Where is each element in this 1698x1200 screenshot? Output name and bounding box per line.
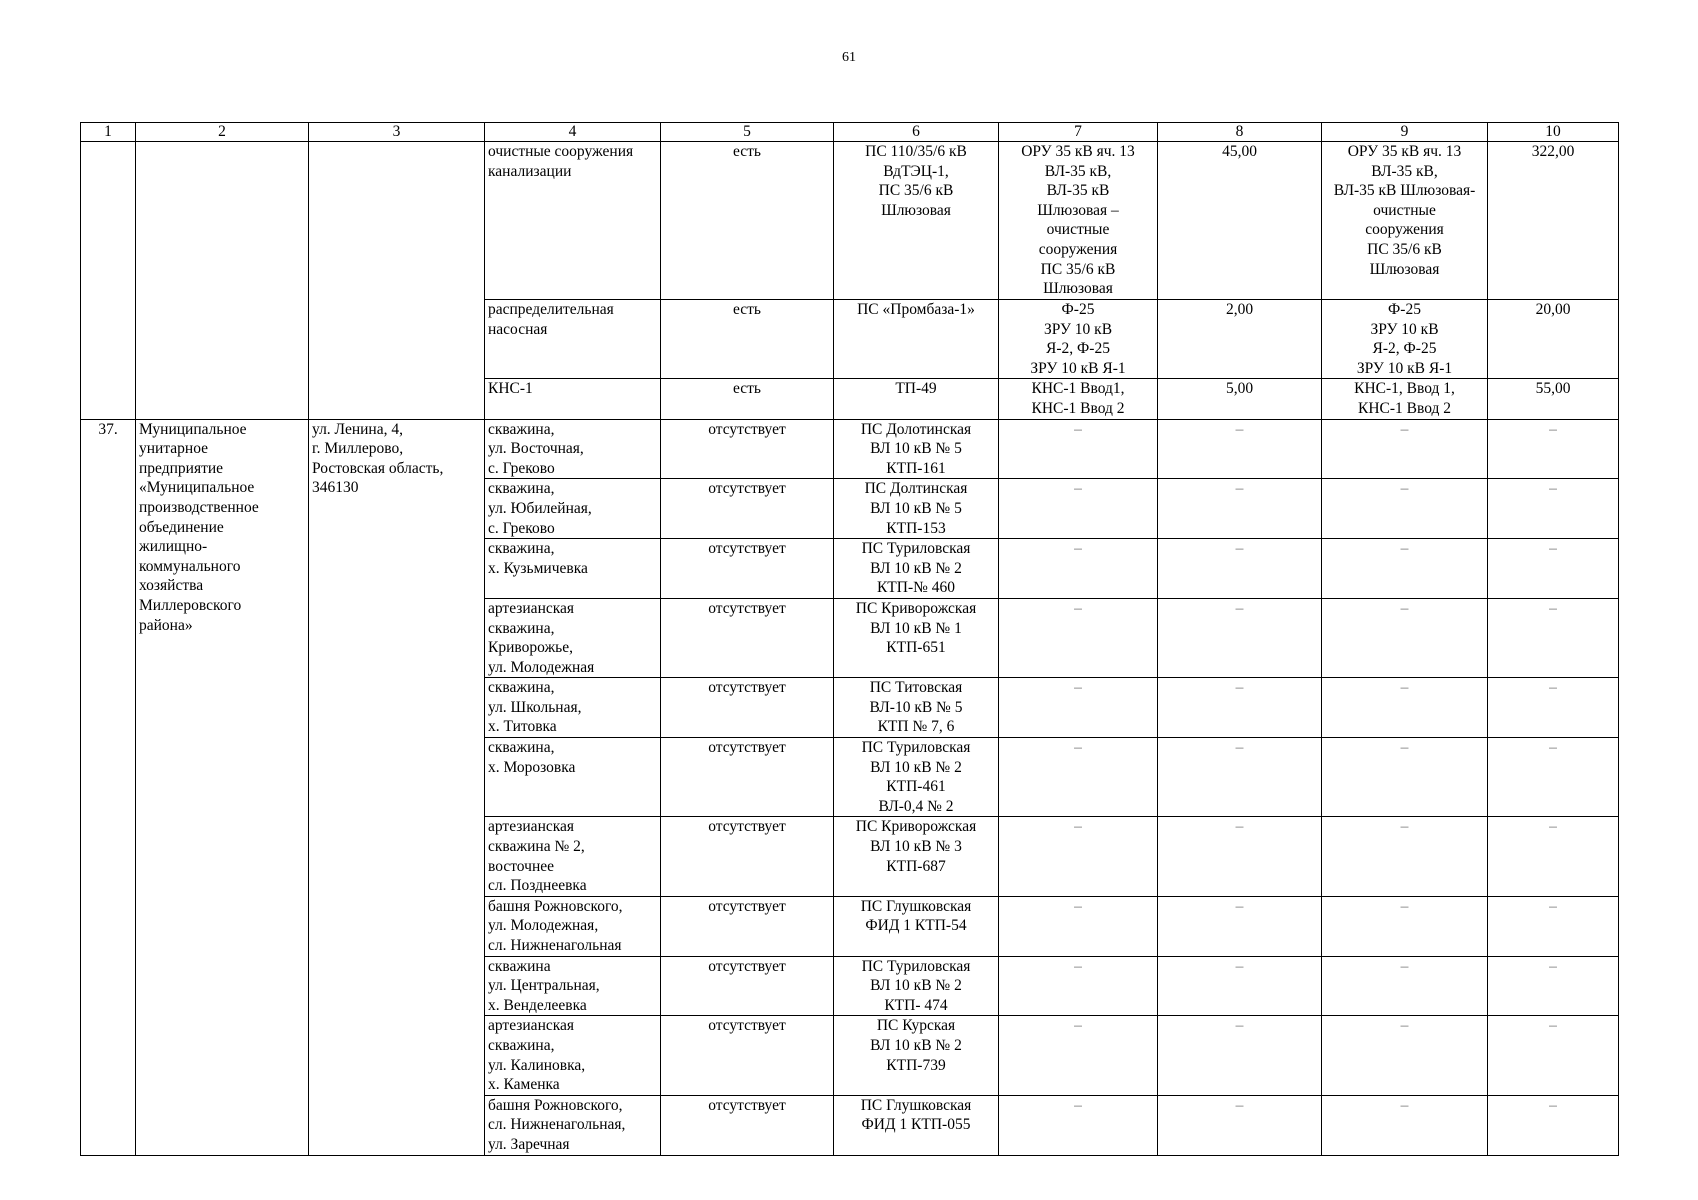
cell-c10: 20,00 [1488, 300, 1619, 379]
cell-c8: 5,00 [1158, 379, 1322, 419]
cell-number [81, 142, 136, 420]
cell-c9: – [1322, 678, 1488, 738]
entry-organization: Муниципальное унитарное предприятие «Муниципальное производственное объединение жилищно- коммунального хозяйства Миллеровского района» [136, 419, 309, 1155]
header-cell: 7 [999, 123, 1158, 142]
cell-c6: ПС 110/35/6 кВ ВдТЭЦ-1, ПС 35/6 кВ Шлюзовая [834, 142, 999, 300]
cell-c5: есть [661, 300, 834, 379]
cell-c8: – [1158, 817, 1322, 896]
cell-organization [136, 142, 309, 420]
cell-c9: – [1322, 1095, 1488, 1155]
cell-c10: – [1488, 738, 1619, 817]
cell-c8: – [1158, 956, 1322, 1016]
cell-c6: ПС Туриловская ВЛ 10 кВ № 2 КТП-461 ВЛ-0,4 № 2 [834, 738, 999, 817]
cell-c10: – [1488, 1095, 1619, 1155]
cell-c7: – [999, 738, 1158, 817]
cell-c5: отсутствует [661, 539, 834, 599]
cell-c5: отсутствует [661, 956, 834, 1016]
header-cell: 5 [661, 123, 834, 142]
header-cell: 6 [834, 123, 999, 142]
cell-c10: – [1488, 598, 1619, 677]
cell-c8: – [1158, 738, 1322, 817]
cell-c9: – [1322, 479, 1488, 539]
cell-c10: – [1488, 956, 1619, 1016]
cell-c5: отсутствует [661, 678, 834, 738]
cell-c7: – [999, 956, 1158, 1016]
cell-c7: – [999, 678, 1158, 738]
header-cell: 9 [1322, 123, 1488, 142]
cell-c9: КНС-1, Ввод 1, КНС-1 Ввод 2 [1322, 379, 1488, 419]
table-row [81, 142, 1619, 300]
cell-c9: – [1322, 1016, 1488, 1095]
cell-c4: скважина ул. Центральная, х. Венделеевка [485, 956, 661, 1016]
cell-c6: ПС Долтинская ВЛ 10 кВ № 5 КТП-153 [834, 479, 999, 539]
cell-c9: ОРУ 35 кВ яч. 13 ВЛ-35 кВ, ВЛ-35 кВ Шлюзовая- очистные сооружения ПС 35/6 кВ Шлюзовая [1322, 142, 1488, 300]
cell-address [309, 142, 485, 420]
entry-number: 37. [81, 419, 136, 1155]
cell-c9: – [1322, 598, 1488, 677]
cell-c8: – [1158, 598, 1322, 677]
cell-c4: скважина, х. Кузьмичевка [485, 539, 661, 599]
cell-c5: отсутствует [661, 419, 834, 479]
cell-c9: – [1322, 896, 1488, 956]
cell-c7: – [999, 479, 1158, 539]
cell-c5: отсутствует [661, 1016, 834, 1095]
cell-c8: – [1158, 479, 1322, 539]
cell-c7: Ф-25 ЗРУ 10 кВ Я-2, Ф-25 ЗРУ 10 кВ Я-1 [999, 300, 1158, 379]
cell-c10: – [1488, 539, 1619, 599]
cell-c4: башня Рожновского, ул. Молодежная, сл. Нижненагольная [485, 896, 661, 956]
header-cell: 4 [485, 123, 661, 142]
cell-c4: артезианская скважина, ул. Калиновка, х. Каменка [485, 1016, 661, 1095]
cell-c6: ПС Глушковская ФИД 1 КТП-055 [834, 1095, 999, 1155]
data-table [80, 122, 1619, 1156]
cell-c9: Ф-25 ЗРУ 10 кВ Я-2, Ф-25 ЗРУ 10 кВ Я-1 [1322, 300, 1488, 379]
cell-c4: скважина, х. Морозовка [485, 738, 661, 817]
cell-c8: – [1158, 1095, 1322, 1155]
header-cell: 2 [136, 123, 309, 142]
cell-c5: есть [661, 142, 834, 300]
cell-c7: – [999, 598, 1158, 677]
cell-c10: – [1488, 817, 1619, 896]
cell-c7: ОРУ 35 кВ яч. 13 ВЛ-35 кВ, ВЛ-35 кВ Шлюзовая – очистные сооружения ПС 35/6 кВ Шлюзовая [999, 142, 1158, 300]
cell-c8: – [1158, 678, 1322, 738]
cell-c4: распределительная насосная [485, 300, 661, 379]
cell-c7: – [999, 817, 1158, 896]
cell-c4: скважина, ул. Школьная, х. Титовка [485, 678, 661, 738]
cell-c7: – [999, 1095, 1158, 1155]
cell-c8: – [1158, 1016, 1322, 1095]
entry-address: ул. Ленина, 4, г. Миллерово, Ростовская область, 346130 [309, 419, 485, 1155]
cell-c9: – [1322, 539, 1488, 599]
cell-c5: отсутствует [661, 1095, 834, 1155]
cell-c8: 2,00 [1158, 300, 1322, 379]
cell-c6: ПС Туриловская ВЛ 10 кВ № 2 КТП-№ 460 [834, 539, 999, 599]
header-cell: 1 [81, 123, 136, 142]
cell-c5: есть [661, 379, 834, 419]
cell-c5: отсутствует [661, 598, 834, 677]
cell-c10: 55,00 [1488, 379, 1619, 419]
cell-c7: – [999, 539, 1158, 599]
cell-c10: – [1488, 1016, 1619, 1095]
cell-c4: КНС-1 [485, 379, 661, 419]
cell-c4: башня Рожновского, сл. Нижненагольная, ул. Заречная [485, 1095, 661, 1155]
cell-c6: ТП-49 [834, 379, 999, 419]
cell-c4: артезианская скважина, Криворожье, ул. Молодежная [485, 598, 661, 677]
header-cell: 10 [1488, 123, 1619, 142]
cell-c6: ПС Курская ВЛ 10 кВ № 2 КТП-739 [834, 1016, 999, 1095]
cell-c5: отсутствует [661, 817, 834, 896]
cell-c6: ПС Туриловская ВЛ 10 кВ № 2 КТП- 474 [834, 956, 999, 1016]
cell-c10: 322,00 [1488, 142, 1619, 300]
cell-c6: ПС Криворожская ВЛ 10 кВ № 3 КТП-687 [834, 817, 999, 896]
cell-c8: – [1158, 419, 1322, 479]
cell-c7: – [999, 1016, 1158, 1095]
cell-c6: ПС «Промбаза-1» [834, 300, 999, 379]
header-row [81, 123, 1619, 142]
cell-c7: – [999, 419, 1158, 479]
cell-c8: – [1158, 539, 1322, 599]
cell-c9: – [1322, 738, 1488, 817]
table-row [81, 419, 1619, 479]
cell-c6: ПС Долотинская ВЛ 10 кВ № 5 КТП-161 [834, 419, 999, 479]
cell-c10: – [1488, 896, 1619, 956]
cell-c4: очистные сооружения канализации [485, 142, 661, 300]
cell-c8: 45,00 [1158, 142, 1322, 300]
cell-c8: – [1158, 896, 1322, 956]
cell-c9: – [1322, 956, 1488, 1016]
cell-c5: отсутствует [661, 479, 834, 539]
page-number: 61 [842, 50, 856, 65]
cell-c5: отсутствует [661, 896, 834, 956]
cell-c4: скважина, ул. Юбилейная, с. Греково [485, 479, 661, 539]
header-cell: 8 [1158, 123, 1322, 142]
cell-c10: – [1488, 479, 1619, 539]
cell-c4: артезианская скважина № 2, восточнее сл. Позднеевка [485, 817, 661, 896]
header-cell: 3 [309, 123, 485, 142]
cell-c9: – [1322, 817, 1488, 896]
cell-c6: ПС Титовская ВЛ-10 кВ № 5 КТП № 7, 6 [834, 678, 999, 738]
cell-c10: – [1488, 419, 1619, 479]
cell-c5: отсутствует [661, 738, 834, 817]
cell-c7: – [999, 896, 1158, 956]
cell-c10: – [1488, 678, 1619, 738]
cell-c4: скважина, ул. Восточная, с. Греково [485, 419, 661, 479]
cell-c6: ПС Криворожская ВЛ 10 кВ № 1 КТП-651 [834, 598, 999, 677]
cell-c9: – [1322, 419, 1488, 479]
cell-c6: ПС Глушковская ФИД 1 КТП-54 [834, 896, 999, 956]
cell-c7: КНС-1 Ввод1, КНС-1 Ввод 2 [999, 379, 1158, 419]
